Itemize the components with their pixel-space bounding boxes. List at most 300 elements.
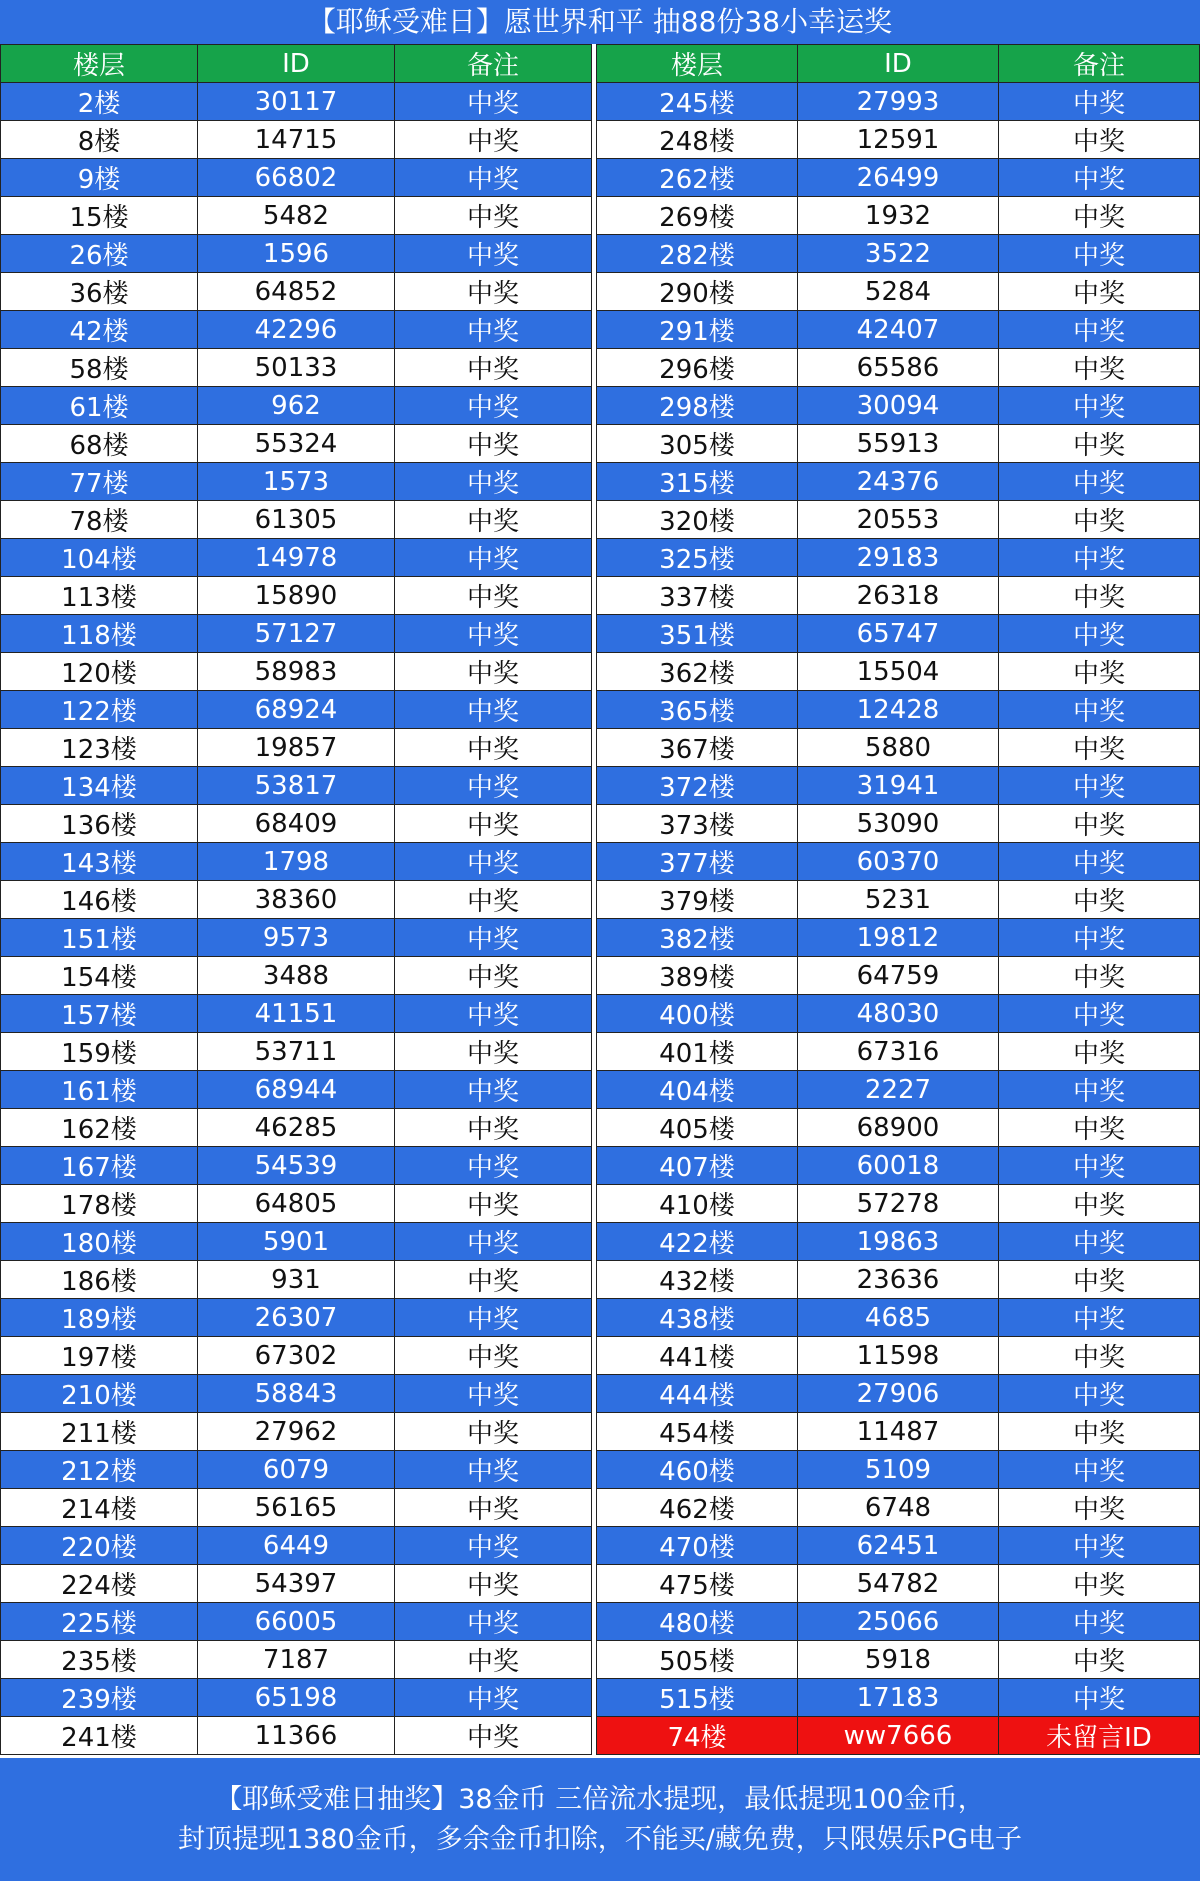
remark-cell: 中奖	[395, 1489, 592, 1527]
floor-cell: 123楼	[1, 729, 198, 767]
floor-cell: 269楼	[597, 197, 798, 235]
remark-cell: 中奖	[395, 501, 592, 539]
table-row	[597, 1337, 1200, 1375]
id-cell: 11598	[798, 1337, 999, 1375]
id-cell: 46285	[198, 1109, 395, 1147]
remark-cell: 中奖	[395, 1261, 592, 1299]
floor-cell: 180楼	[1, 1223, 198, 1261]
remark-cell: 中奖	[999, 1565, 1200, 1603]
remark-cell: 中奖	[999, 349, 1200, 387]
floor-cell: 154楼	[1, 957, 198, 995]
remark-cell: 中奖	[395, 1071, 592, 1109]
floor-cell: 178楼	[1, 1185, 198, 1223]
remark-cell: 中奖	[395, 881, 592, 919]
id-cell: 68944	[198, 1071, 395, 1109]
remark-cell: 中奖	[395, 1147, 592, 1185]
remark-cell: 中奖	[395, 691, 592, 729]
id-cell: 50133	[198, 349, 395, 387]
table-row	[1, 1489, 592, 1527]
table-row	[1, 159, 592, 197]
floor-cell: 407楼	[597, 1147, 798, 1185]
id-cell: 27993	[798, 83, 999, 121]
floor-cell: 245楼	[597, 83, 798, 121]
id-cell: 53090	[798, 805, 999, 843]
id-cell: 64852	[198, 273, 395, 311]
table-row	[597, 463, 1200, 501]
table-row	[1, 1337, 592, 1375]
id-cell: 60018	[798, 1147, 999, 1185]
floor-cell: 58楼	[1, 349, 198, 387]
id-cell: 60370	[798, 843, 999, 881]
table-row	[1, 1033, 592, 1071]
table-row	[597, 729, 1200, 767]
remark-cell: 中奖	[999, 767, 1200, 805]
id-cell: 62451	[798, 1527, 999, 1565]
table-row	[1, 1451, 592, 1489]
floor-cell: 167楼	[1, 1147, 198, 1185]
remark-cell: 中奖	[999, 1071, 1200, 1109]
id-cell: 30117	[198, 83, 395, 121]
floor-cell: 161楼	[1, 1071, 198, 1109]
floor-cell: 444楼	[597, 1375, 798, 1413]
floor-cell: 68楼	[1, 425, 198, 463]
floor-cell: 77楼	[1, 463, 198, 501]
table-row	[597, 311, 1200, 349]
remark-cell: 中奖	[395, 349, 592, 387]
id-cell: 27906	[798, 1375, 999, 1413]
remark-cell: 中奖	[999, 919, 1200, 957]
floor-cell: 211楼	[1, 1413, 198, 1451]
floor-cell: 290楼	[597, 273, 798, 311]
remark-cell: 中奖	[999, 881, 1200, 919]
table-row	[1, 1223, 592, 1261]
id-cell: 17183	[798, 1679, 999, 1717]
header-floor: 楼层	[1, 45, 198, 83]
id-cell: 65586	[798, 349, 999, 387]
table-row	[1, 1109, 592, 1147]
id-cell: 12591	[798, 121, 999, 159]
floor-cell: 146楼	[1, 881, 198, 919]
id-cell: 42407	[798, 311, 999, 349]
id-cell: 61305	[198, 501, 395, 539]
id-cell: 12428	[798, 691, 999, 729]
id-cell: 5109	[798, 1451, 999, 1489]
table-row	[1, 995, 592, 1033]
remark-cell: 中奖	[999, 387, 1200, 425]
remark-cell: 中奖	[999, 425, 1200, 463]
table-row	[1, 235, 592, 273]
floor-cell: 401楼	[597, 1033, 798, 1071]
remark-cell: 中奖	[395, 1109, 592, 1147]
id-cell: 58843	[198, 1375, 395, 1413]
id-cell: 57127	[198, 615, 395, 653]
remark-cell: 中奖	[999, 1033, 1200, 1071]
floor-cell: 220楼	[1, 1527, 198, 1565]
id-cell: 57278	[798, 1185, 999, 1223]
id-cell: 55913	[798, 425, 999, 463]
table-row	[597, 1641, 1200, 1679]
table-row	[597, 995, 1200, 1033]
table-row	[597, 235, 1200, 273]
remark-cell: 中奖	[395, 1641, 592, 1679]
id-cell: 64759	[798, 957, 999, 995]
floor-cell: 9楼	[1, 159, 198, 197]
floor-cell: 224楼	[1, 1565, 198, 1603]
table-row	[1, 577, 592, 615]
remark-cell: 中奖	[999, 805, 1200, 843]
floor-cell: 515楼	[597, 1679, 798, 1717]
remark-cell: 中奖	[999, 1337, 1200, 1375]
table-row	[597, 1261, 1200, 1299]
floor-cell: 134楼	[1, 767, 198, 805]
table-row	[1, 387, 592, 425]
floor-cell: 241楼	[1, 1717, 198, 1755]
table-row	[1, 919, 592, 957]
table-row	[597, 349, 1200, 387]
id-cell: 26499	[798, 159, 999, 197]
table-row	[1, 501, 592, 539]
remark-cell: 中奖	[999, 1261, 1200, 1299]
floor-cell: 214楼	[1, 1489, 198, 1527]
remark-cell: 中奖	[999, 1603, 1200, 1641]
table-row	[597, 1717, 1200, 1755]
floor-cell: 189楼	[1, 1299, 198, 1337]
header-id: ID	[798, 45, 999, 83]
table-row	[1, 1071, 592, 1109]
table-row	[1, 425, 592, 463]
id-cell: 5231	[798, 881, 999, 919]
floor-cell: 136楼	[1, 805, 198, 843]
table-row	[1, 1185, 592, 1223]
table-row	[597, 83, 1200, 121]
remark-cell: 中奖	[999, 197, 1200, 235]
header-remark: 备注	[395, 45, 592, 83]
remark-cell: 中奖	[999, 1223, 1200, 1261]
floor-cell: 315楼	[597, 463, 798, 501]
floor-cell: 118楼	[1, 615, 198, 653]
remark-cell: 中奖	[395, 197, 592, 235]
floor-cell: 282楼	[597, 235, 798, 273]
table-row	[1, 273, 592, 311]
id-cell: 1596	[198, 235, 395, 273]
floor-cell: 505楼	[597, 1641, 798, 1679]
id-cell: 11366	[198, 1717, 395, 1755]
remark-cell: 中奖	[395, 1375, 592, 1413]
remark-cell: 中奖	[999, 1185, 1200, 1223]
remark-cell: 中奖	[395, 1413, 592, 1451]
remark-cell: 中奖	[395, 919, 592, 957]
remark-cell: 中奖	[395, 1299, 592, 1337]
floor-cell: 15楼	[1, 197, 198, 235]
floor-cell: 475楼	[597, 1565, 798, 1603]
table-row	[1, 1261, 592, 1299]
floor-cell: 367楼	[597, 729, 798, 767]
header-remark: 备注	[999, 45, 1200, 83]
id-cell: 2227	[798, 1071, 999, 1109]
table-row	[597, 501, 1200, 539]
table-row	[597, 691, 1200, 729]
remark-cell: 中奖	[999, 577, 1200, 615]
floor-cell: 382楼	[597, 919, 798, 957]
floor-cell: 422楼	[597, 1223, 798, 1261]
remark-cell: 中奖	[999, 1489, 1200, 1527]
rules-note-line-2: 封顶提现1380金币，多余金币扣除，不能买/藏免费，只限娱乐PG电子	[177, 1824, 1022, 1855]
table-row	[1, 1299, 592, 1337]
table-row	[597, 1679, 1200, 1717]
remark-cell: 中奖	[395, 843, 592, 881]
id-cell: 26307	[198, 1299, 395, 1337]
remark-cell: 中奖	[999, 1375, 1200, 1413]
floor-cell: 438楼	[597, 1299, 798, 1337]
floor-cell: 460楼	[597, 1451, 798, 1489]
table-row	[597, 919, 1200, 957]
id-cell: 53711	[198, 1033, 395, 1071]
remark-cell: 中奖	[999, 463, 1200, 501]
floor-cell: 405楼	[597, 1109, 798, 1147]
id-cell: 42296	[198, 311, 395, 349]
table-row	[597, 1603, 1200, 1641]
table-row	[1, 691, 592, 729]
floor-cell: 379楼	[597, 881, 798, 919]
table-row	[597, 1527, 1200, 1565]
table-row	[1, 311, 592, 349]
remark-cell: 中奖	[999, 1413, 1200, 1451]
remark-cell: 中奖	[395, 1565, 592, 1603]
table-row	[1, 957, 592, 995]
id-cell: 7187	[198, 1641, 395, 1679]
remark-cell: 中奖	[999, 121, 1200, 159]
table-row	[1, 349, 592, 387]
id-cell: 41151	[198, 995, 395, 1033]
floor-cell: 157楼	[1, 995, 198, 1033]
floor-cell: 113楼	[1, 577, 198, 615]
table-row	[597, 1375, 1200, 1413]
floor-cell: 298楼	[597, 387, 798, 425]
id-cell: 5482	[198, 197, 395, 235]
id-cell: 19863	[798, 1223, 999, 1261]
floor-cell: 74楼	[597, 1717, 798, 1755]
floor-cell: 454楼	[597, 1413, 798, 1451]
remark-cell: 中奖	[395, 653, 592, 691]
rules-note-line-1: 【耶稣受难日抽奖】38金币 三倍流水提现，最低提现100金币，	[215, 1784, 985, 1815]
id-cell: 56165	[198, 1489, 395, 1527]
remark-cell: 中奖	[395, 1451, 592, 1489]
id-cell: 1573	[198, 463, 395, 501]
remark-cell: 中奖	[999, 1109, 1200, 1147]
floor-cell: 104楼	[1, 539, 198, 577]
id-cell: 53817	[198, 767, 395, 805]
table-row	[597, 1185, 1200, 1223]
floor-cell: 432楼	[597, 1261, 798, 1299]
table-row	[597, 805, 1200, 843]
remark-cell: 未留言ID	[999, 1717, 1200, 1755]
remark-cell: 中奖	[395, 235, 592, 273]
remark-cell: 中奖	[395, 1717, 592, 1755]
id-cell: 6449	[198, 1527, 395, 1565]
floor-cell: 197楼	[1, 1337, 198, 1375]
table-row	[1, 653, 592, 691]
remark-cell: 中奖	[999, 311, 1200, 349]
id-cell: 4685	[798, 1299, 999, 1337]
floor-cell: 159楼	[1, 1033, 198, 1071]
floor-cell: 235楼	[1, 1641, 198, 1679]
table-row	[1, 121, 592, 159]
table-row	[1, 1527, 592, 1565]
id-cell: 23636	[798, 1261, 999, 1299]
remark-cell: 中奖	[395, 1185, 592, 1223]
remark-cell: 中奖	[999, 995, 1200, 1033]
remark-cell: 中奖	[395, 311, 592, 349]
id-cell: 54539	[198, 1147, 395, 1185]
remark-cell: 中奖	[999, 83, 1200, 121]
remark-cell: 中奖	[395, 1033, 592, 1071]
remark-cell: 中奖	[395, 729, 592, 767]
id-cell: 9573	[198, 919, 395, 957]
floor-cell: 162楼	[1, 1109, 198, 1147]
floor-cell: 239楼	[1, 1679, 198, 1717]
remark-cell: 中奖	[999, 615, 1200, 653]
remark-cell: 中奖	[999, 653, 1200, 691]
remark-cell: 中奖	[395, 387, 592, 425]
table-row	[597, 957, 1200, 995]
floor-cell: 320楼	[597, 501, 798, 539]
remark-cell: 中奖	[395, 1223, 592, 1261]
remark-cell: 中奖	[395, 1679, 592, 1717]
table-row	[1, 1413, 592, 1451]
floor-cell: 61楼	[1, 387, 198, 425]
floor-cell: 441楼	[597, 1337, 798, 1375]
table-row	[597, 425, 1200, 463]
id-cell: 1932	[798, 197, 999, 235]
floor-cell: 337楼	[597, 577, 798, 615]
table-row	[1, 729, 592, 767]
table-row	[1, 463, 592, 501]
remark-cell: 中奖	[999, 1147, 1200, 1185]
table-row	[597, 539, 1200, 577]
id-cell: 27962	[198, 1413, 395, 1451]
floor-cell: 404楼	[597, 1071, 798, 1109]
floor-cell: 8楼	[1, 121, 198, 159]
id-cell: 19857	[198, 729, 395, 767]
table-row	[597, 653, 1200, 691]
id-cell: 20553	[798, 501, 999, 539]
table-row	[1, 1717, 592, 1755]
remark-cell: 中奖	[999, 1527, 1200, 1565]
table-row	[1, 881, 592, 919]
table-row	[597, 1451, 1200, 1489]
id-cell: 15504	[798, 653, 999, 691]
id-cell: 931	[198, 1261, 395, 1299]
id-cell: 66802	[198, 159, 395, 197]
remark-cell: 中奖	[395, 425, 592, 463]
id-cell: 54782	[798, 1565, 999, 1603]
remark-cell: 中奖	[999, 691, 1200, 729]
table-row	[597, 387, 1200, 425]
table-row	[597, 1109, 1200, 1147]
winners-table-left	[0, 44, 592, 1755]
table-header-row	[1, 45, 592, 83]
floor-cell: 362楼	[597, 653, 798, 691]
id-cell: 3522	[798, 235, 999, 273]
id-cell: 65747	[798, 615, 999, 653]
id-cell: 68409	[198, 805, 395, 843]
header-id: ID	[198, 45, 395, 83]
floor-cell: 325楼	[597, 539, 798, 577]
id-cell: 64805	[198, 1185, 395, 1223]
id-cell: 5880	[798, 729, 999, 767]
floor-cell: 462楼	[597, 1489, 798, 1527]
table-row	[1, 767, 592, 805]
table-row	[597, 577, 1200, 615]
floor-cell: 26楼	[1, 235, 198, 273]
id-cell: 15890	[198, 577, 395, 615]
table-header-row	[597, 45, 1200, 83]
id-cell: 19812	[798, 919, 999, 957]
id-cell: 3488	[198, 957, 395, 995]
floor-cell: 389楼	[597, 957, 798, 995]
id-cell: 5901	[198, 1223, 395, 1261]
id-cell: 14715	[198, 121, 395, 159]
remark-cell: 中奖	[999, 1451, 1200, 1489]
remark-cell: 中奖	[999, 729, 1200, 767]
remark-cell: 中奖	[999, 159, 1200, 197]
table-row	[597, 767, 1200, 805]
floor-cell: 372楼	[597, 767, 798, 805]
floor-cell: 78楼	[1, 501, 198, 539]
remark-cell: 中奖	[395, 615, 592, 653]
remark-cell: 中奖	[999, 843, 1200, 881]
table-row	[597, 881, 1200, 919]
id-cell: 5284	[798, 273, 999, 311]
id-cell: 962	[198, 387, 395, 425]
id-cell: ww7666	[798, 1717, 999, 1755]
remark-cell: 中奖	[999, 273, 1200, 311]
table-row	[1, 1147, 592, 1185]
remark-cell: 中奖	[395, 273, 592, 311]
floor-cell: 120楼	[1, 653, 198, 691]
floor-cell: 365楼	[597, 691, 798, 729]
remark-cell: 中奖	[999, 235, 1200, 273]
floor-cell: 470楼	[597, 1527, 798, 1565]
floor-cell: 262楼	[597, 159, 798, 197]
remark-cell: 中奖	[395, 159, 592, 197]
table-row	[1, 1375, 592, 1413]
remark-cell: 中奖	[999, 1299, 1200, 1337]
id-cell: 67302	[198, 1337, 395, 1375]
id-cell: 26318	[798, 577, 999, 615]
table-row	[597, 197, 1200, 235]
table-row	[597, 1413, 1200, 1451]
id-cell: 25066	[798, 1603, 999, 1641]
table-row	[597, 843, 1200, 881]
floor-cell: 151楼	[1, 919, 198, 957]
table-row	[597, 1299, 1200, 1337]
winners-table-right	[596, 44, 1200, 1755]
floor-cell: 351楼	[597, 615, 798, 653]
id-cell: 68924	[198, 691, 395, 729]
id-cell: 6079	[198, 1451, 395, 1489]
floor-cell: 225楼	[1, 1603, 198, 1641]
remark-cell: 中奖	[395, 1527, 592, 1565]
table-row	[597, 1033, 1200, 1071]
table-row	[1, 805, 592, 843]
page-title: 【耶稣受难日】愿世界和平 抽88份38小幸运奖	[0, 0, 1200, 44]
remark-cell: 中奖	[395, 539, 592, 577]
table-row	[1, 1565, 592, 1603]
table-row	[1, 197, 592, 235]
id-cell: 58983	[198, 653, 395, 691]
table-row	[1, 83, 592, 121]
